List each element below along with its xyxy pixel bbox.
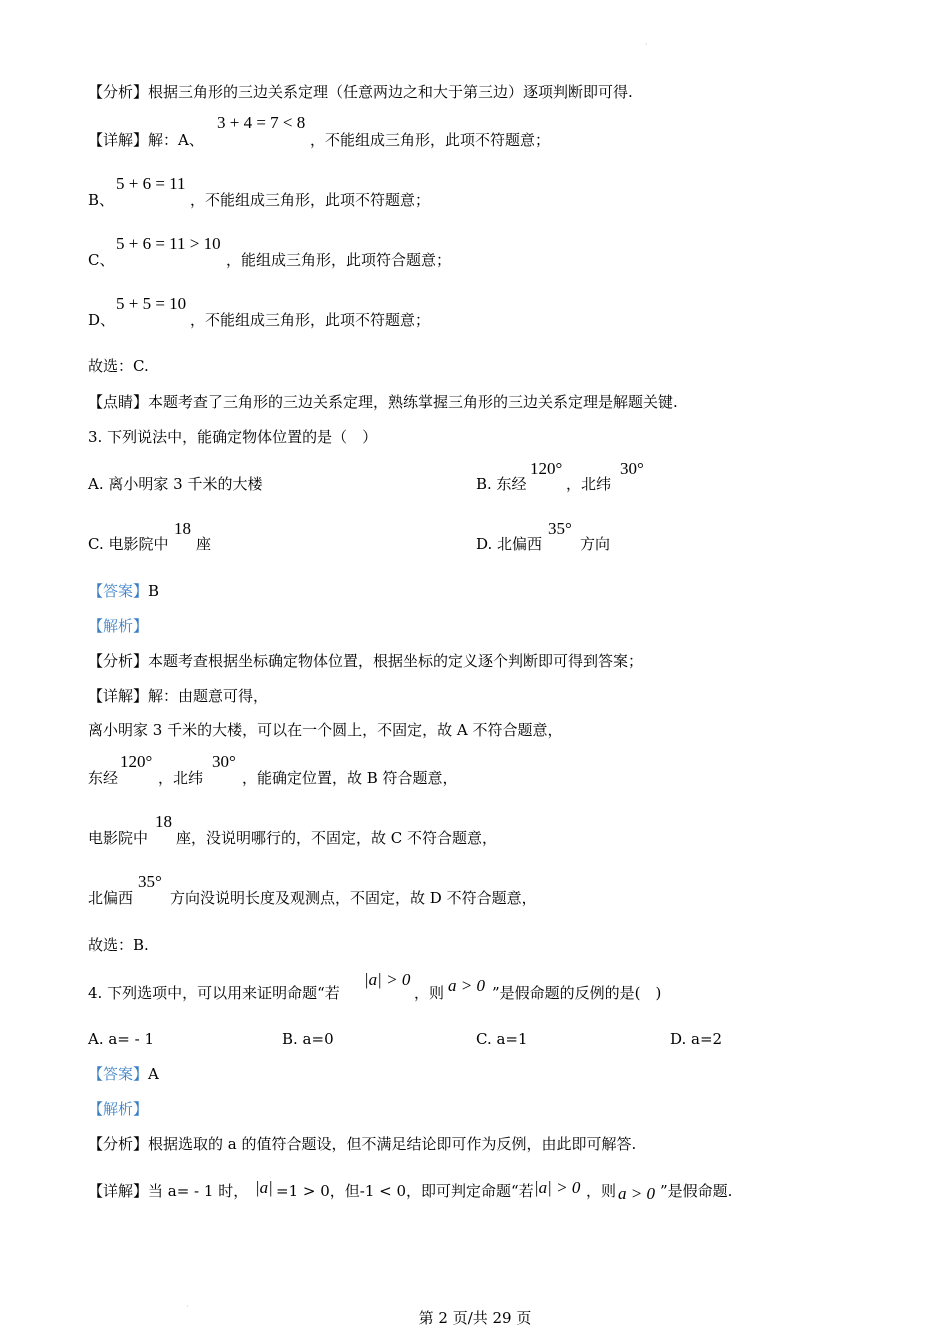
q3-option-b-math-1: 120° (530, 459, 563, 478)
q3-option-a: A. 离小明家 3 千米的大楼 (88, 475, 263, 493)
option-b-label: B、 (88, 191, 115, 209)
q4-option-c: C. a=1 (476, 1030, 528, 1048)
answer-tag: 【答案】 (88, 1065, 149, 1083)
q3-line-b-mid: ，北纬 (158, 769, 204, 787)
q4-stem-post: ”是假命题的反例的是( ) (492, 984, 662, 1002)
q3-line-b-math-2: 30° (212, 752, 236, 771)
q4-detail-math-3: a > 0 (618, 1184, 655, 1203)
q3-option-c-pre: C. 电影院中 (88, 535, 169, 553)
q3-option-d-post: 方向 (580, 535, 611, 553)
q3-analysis: 【分析】本题考查根据坐标确定物体位置，根据坐标的定义逐个判断即可得到答案； (88, 652, 644, 670)
option-c-label: C、 (88, 251, 115, 269)
q3-option-c-post: 座 (196, 535, 212, 553)
q3-option-b-math-2: 30° (620, 459, 644, 478)
q3-line-a: 离小明家 3 千米的大楼，可以在一个圆上，不固定，故 A 不符合题意， (88, 721, 563, 739)
scan-speck: · (645, 40, 648, 49)
comment-line: 【点睛】本题考查了三角形的三边关系定理，熟练掌握三角形的三边关系定理是解题关键. (88, 393, 678, 411)
q3-option-c-math: 18 (174, 519, 191, 538)
option-d-label: D、 (88, 311, 116, 329)
answer-value: A (148, 1065, 159, 1083)
q3-explain-tag: 【解析】 (88, 617, 149, 635)
detail-line-a (88, 130, 204, 150)
q4-stem-pre: 4. 下列选项中，可以用来证明命题“若 (88, 984, 340, 1002)
q4-explain-tag: 【解析】 (88, 1100, 149, 1118)
detail-a-tail: ，不能组成三角形，此项不符题意； (310, 131, 551, 149)
q4-detail-mid-1: =1 > 0，但-1 < 0，即可判定命题“若 (276, 1182, 534, 1200)
q3-answer-line (88, 581, 159, 601)
q3-line-d-post: 方向没说明长度及观测点，不固定，故 D 不符合题意， (170, 889, 537, 907)
choice-line: 故选：C. (88, 357, 149, 375)
q4-analysis: 【分析】根据选取的 a 的值符合题设，但不满足结论即可作为反例，由此即可解答. (88, 1135, 637, 1153)
q4-answer-line (88, 1064, 159, 1084)
q3-detail: 【详解】解：由题意可得， (88, 687, 269, 705)
q4-stem-math-1: |a| > 0 (364, 970, 411, 989)
q3-option-b-mid: ，北纬 (566, 475, 612, 493)
q3-line-c-math: 18 (155, 812, 172, 831)
page-footer: 第 2 页/共 29 页 (418, 1309, 532, 1327)
q4-detail-mid-2: ，则 (586, 1182, 617, 1200)
q4-detail-math-2: |a| > 0 (534, 1178, 581, 1197)
analysis-line: 【分析】根据三角形的三边关系定理（任意两边之和大于第三边）逐项判断即可得. (88, 83, 633, 101)
formula-a: 3 + 4 = 7 < 8 (217, 113, 306, 132)
q3-option-b-pre: B. 东经 (476, 475, 527, 493)
question-3-stem: 3. 下列说法中，能确定物体位置的是（ ） (88, 428, 378, 446)
q4-option-b: B. a=0 (282, 1030, 334, 1048)
answer-value: B (148, 582, 160, 600)
q4-stem-mid: ，则 (414, 984, 445, 1002)
q3-option-d-pre: D. 北偏西 (476, 535, 543, 553)
q3-line-c-pre: 电影院中 (88, 829, 149, 847)
q3-line-b-pre: 东经 (88, 769, 119, 787)
q3-line-b-math-1: 120° (120, 752, 153, 771)
q3-choice: 故选：B. (88, 936, 149, 954)
answer-tag: 【答案】 (88, 582, 149, 600)
detail-d-tail: ，不能组成三角形，此项不符题意； (190, 311, 431, 329)
q3-line-b-post: ，能确定位置，故 B 符合题意， (242, 769, 458, 787)
detail-b-tail: ，不能组成三角形，此项不符题意； (190, 191, 431, 209)
formula-d: 5 + 5 = 10 (116, 294, 187, 313)
formula-b: 5 + 6 = 11 (116, 174, 186, 193)
detail-lead: 【详解】解：A、 (88, 131, 204, 149)
q3-line-d-pre: 北偏西 (88, 889, 134, 907)
q3-line-c-post: 座，没说明哪行的，不固定，故 C 不符合题意， (176, 829, 498, 847)
q4-option-a: A. a= - 1 (88, 1030, 155, 1048)
q3-option-d-math: 35° (548, 519, 572, 538)
q4-detail-math-1: |a| (255, 1178, 273, 1197)
scan-speck: · (186, 1302, 189, 1311)
q4-detail-pre: 【详解】当 a= - 1 时， (88, 1182, 249, 1200)
q4-option-d: D. a=2 (670, 1030, 723, 1048)
q4-detail-post: ”是假命题. (660, 1182, 733, 1200)
detail-c-tail: ，能组成三角形，此项符合题意； (226, 251, 452, 269)
q3-line-d-math: 35° (138, 872, 162, 891)
q4-stem-math-2: a > 0 (448, 976, 485, 995)
formula-c: 5 + 6 = 11 > 10 (116, 234, 221, 253)
